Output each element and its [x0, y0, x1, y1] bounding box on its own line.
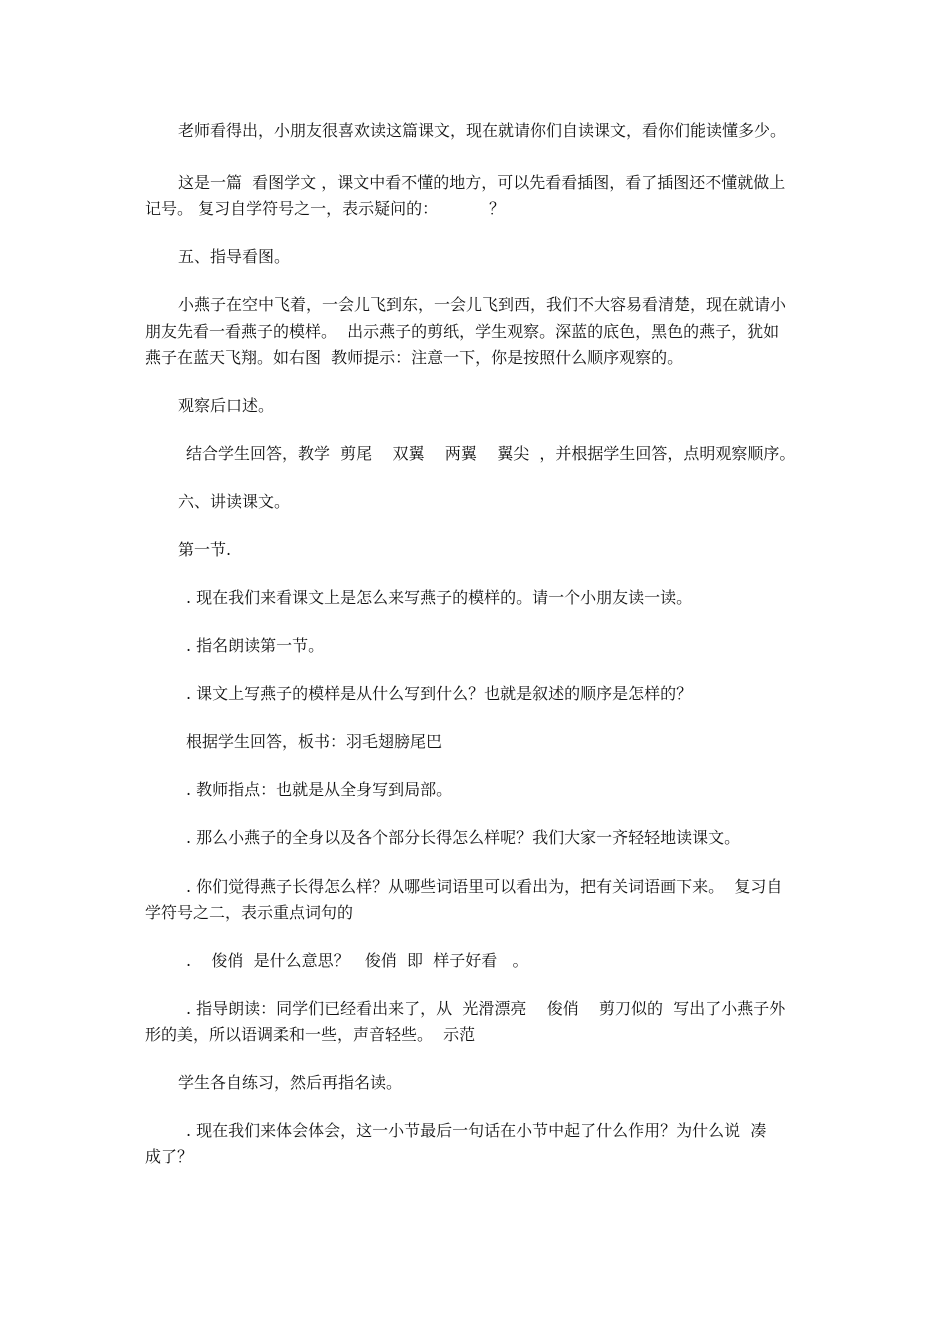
section-heading: 五、指导看图。 [178, 247, 291, 266]
list-item: . 指名朗读第一节。 [186, 636, 325, 655]
list-item: . 俊俏 是什么意思？ 俊俏 即 样子好看 。 [186, 951, 529, 970]
paragraph-line: 朋友先看一看燕子的模样。 出示燕子的剪纸，学生观察。深蓝的底色，黑色的燕子，犹如 [145, 322, 780, 341]
paragraph-line: 形的美，所以语调柔和一些，声音轻些。 示范 [145, 1025, 476, 1044]
paragraph-line: 根据学生回答，板书：羽毛翅膀尾巴 [186, 732, 443, 751]
paragraph-line: 记号。 复习自学符号之一，表示疑问的： ？ [145, 199, 505, 218]
paragraph-line: 这是一篇 看图学文 ，课文中看不懂的地方，可以先看看插图，看了插图还不懂就做上 [178, 173, 786, 192]
section-heading: 六、讲读课文。 [178, 492, 291, 511]
paragraph-line: 燕子在蓝天飞翔。如右图 教师提示：注意一下，你是按照什么顺序观察的。 [145, 348, 684, 367]
subsection-heading: 第一节. [178, 540, 232, 559]
paragraph-line: 学符号之二，表示重点词句的 [145, 903, 354, 922]
paragraph-intro: 老师看得出，小朋友很喜欢读这篇课文，现在就请你们自读课文，看你们能读懂多少。 [178, 121, 787, 140]
list-item: . 指导朗读：同学们已经看出来了，从 光滑漂亮 俊俏 剪刀似的 写出了小燕子外 [186, 999, 786, 1018]
list-item: . 教师指点：也就是从全身写到局部。 [186, 780, 453, 799]
paragraph-line: 小燕子在空中飞着，一会儿飞到东，一会儿飞到西，我们不大容易看清楚，现在就请小 [178, 295, 787, 314]
list-item: . 课文上写燕子的模样是从什么写到什么？也就是叙述的顺序是怎样的？ [186, 684, 693, 703]
list-item: . 现在我们来体会体会，这一小节最后一句话在小节中起了什么作用？为什么说 凑 [186, 1121, 767, 1140]
list-item: . 那么小燕子的全身以及各个部分长得怎么样呢？我们大家一齐轻轻地读课文。 [186, 828, 741, 847]
paragraph-line: 观察后口述。 [178, 396, 275, 415]
paragraph-line: 结合学生回答，教学 剪尾 双翼 两翼 翼尖 ，并根据学生回答，点明观察顺序。 [186, 444, 796, 463]
list-item: . 现在我们来看课文上是怎么来写燕子的模样的。请一个小朋友读一读。 [186, 588, 693, 607]
paragraph-line: 成了？ [145, 1147, 194, 1166]
list-item: . 你们觉得燕子长得怎么样？从哪些词语里可以看出为，把有关词语画下来。 复习自 [186, 877, 783, 896]
paragraph-line: 学生各自练习，然后再指名读。 [178, 1073, 403, 1092]
